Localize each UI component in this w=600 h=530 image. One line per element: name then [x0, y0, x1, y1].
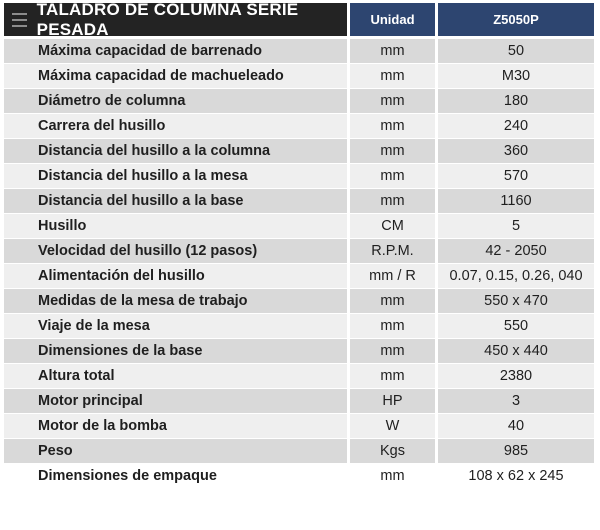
row-unit: mm: [350, 114, 438, 139]
row-parameter: Alimentación del husillo: [4, 264, 350, 289]
row-unit: W: [350, 414, 438, 439]
model-column-header: Z5050P: [438, 3, 594, 36]
row-value: 240: [438, 114, 594, 139]
table-row: [4, 289, 594, 314]
table-row: [4, 314, 594, 339]
row-parameter: Velocidad del husillo (12 pasos): [4, 239, 350, 264]
table-row: [4, 464, 594, 489]
row-unit: mm: [350, 139, 438, 164]
row-parameter: Distancia del husillo a la columna: [4, 139, 350, 164]
table-row: [4, 389, 594, 414]
row-parameter: Distancia del husillo a la base: [4, 189, 350, 214]
row-value: 42 - 2050: [438, 239, 594, 264]
row-unit: mm: [350, 289, 438, 314]
row-parameter: Diámetro de columna: [4, 89, 350, 114]
row-unit: mm: [350, 364, 438, 389]
row-unit: mm: [350, 464, 438, 489]
table-title-cell: [4, 0, 350, 39]
row-value: 180: [438, 89, 594, 114]
row-unit: mm: [350, 189, 438, 214]
table-row: [4, 189, 594, 214]
row-unit: R.P.M.: [350, 239, 438, 264]
row-parameter: Motor principal: [4, 389, 350, 414]
row-value: 40: [438, 414, 594, 439]
row-unit: mm / R: [350, 264, 438, 289]
row-value: M30: [438, 64, 594, 89]
row-unit: mm: [350, 339, 438, 364]
menu-icon: [12, 13, 27, 27]
table-row: [4, 264, 594, 289]
row-unit: HP: [350, 389, 438, 414]
row-parameter: Dimensiones de empaque: [4, 464, 350, 489]
table-row: [4, 414, 594, 439]
row-value: 0.07, 0.15, 0.26, 040: [438, 264, 594, 289]
row-value: 108 x 62 x 245: [438, 464, 594, 489]
table-row: [4, 239, 594, 264]
row-parameter: Distancia del husillo a la mesa: [4, 164, 350, 189]
table-row: [4, 164, 594, 189]
row-parameter: Altura total: [4, 364, 350, 389]
row-unit: Kgs: [350, 439, 438, 464]
row-parameter: Husillo: [4, 214, 350, 239]
row-unit: mm: [350, 39, 438, 64]
row-value: 570: [438, 164, 594, 189]
row-parameter: Máxima capacidad de barrenado: [4, 39, 350, 64]
table-row: [4, 439, 594, 464]
table-header: [4, 0, 594, 39]
row-parameter: Peso: [4, 439, 350, 464]
table-row: [4, 139, 594, 164]
table-row: [4, 114, 594, 139]
table-title: TALADRO DE COLUMNA SERIE PESADA: [36, 0, 299, 39]
row-unit: mm: [350, 164, 438, 189]
row-parameter: Motor de la bomba: [4, 414, 350, 439]
row-value: 550 x 470: [438, 289, 594, 314]
row-unit: mm: [350, 89, 438, 114]
row-value: 5: [438, 214, 594, 239]
row-value: 3: [438, 389, 594, 414]
row-parameter: Máxima capacidad de machueleado: [4, 64, 350, 89]
row-value: 450 x 440: [438, 339, 594, 364]
row-value: 985: [438, 439, 594, 464]
row-value: 50: [438, 39, 594, 64]
table-row: [4, 214, 594, 239]
row-parameter: Dimensiones de la base: [4, 339, 350, 364]
table-row: [4, 339, 594, 364]
row-value: 2380: [438, 364, 594, 389]
table-row: [4, 39, 594, 64]
table-row: [4, 64, 594, 89]
row-value: 1160: [438, 189, 594, 214]
row-parameter: Viaje de la mesa: [4, 314, 350, 339]
table-row: [4, 89, 594, 114]
row-parameter: Carrera del husillo: [4, 114, 350, 139]
row-value: 550: [438, 314, 594, 339]
row-parameter: Medidas de la mesa de trabajo: [4, 289, 350, 314]
row-unit: CM: [350, 214, 438, 239]
spec-table: [4, 0, 594, 489]
unit-column-header: Unidad: [350, 3, 438, 36]
row-value: 360: [438, 139, 594, 164]
row-unit: mm: [350, 64, 438, 89]
row-unit: mm: [350, 314, 438, 339]
table-row: [4, 364, 594, 389]
